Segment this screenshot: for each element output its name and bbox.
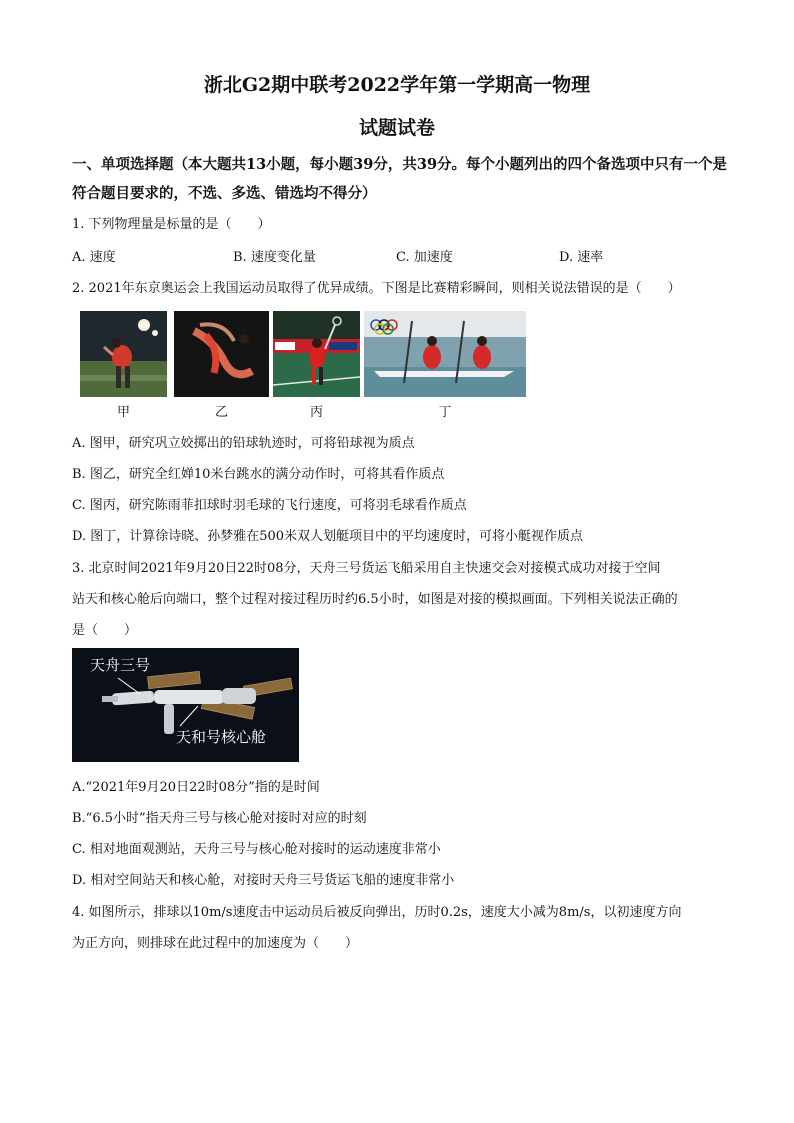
- q2-option-c: C. 图丙，研究陈雨菲扣球时羽毛球的飞行速度，可将羽毛球看作质点: [72, 498, 467, 513]
- caption-ding: 丁: [438, 405, 452, 420]
- q3-option-b: B.“6.5小时”指天舟三号与核心舱对接时对应的时刻: [72, 811, 367, 826]
- tianhe-label: 天和号核心舱: [176, 728, 267, 746]
- q3-stem-line2: 站天和核心舱后向端口，整个过程对接过程历时约6.5小时，如图是对接的模拟画面。下列相关说法正确的: [72, 592, 678, 607]
- q3-option-d: D. 相对空间站天和核心舱，对接时天舟三号货运飞船的速度非常小: [72, 873, 455, 888]
- shot-put-photo: [80, 311, 167, 397]
- q2-option-b: B. 图乙，研究全红婵10米台跳水的满分动作时，可将其看作质点: [72, 467, 445, 482]
- q1-option-a: A. 速度: [72, 250, 116, 265]
- q1-option-d: D. 速率: [559, 250, 604, 265]
- q2-stem: 2. 2021年东京奥运会上我国运动员取得了优异成绩。下图是比赛精彩瞬间，则相关说法错误的是（ ）: [72, 281, 681, 296]
- badminton-photo: [273, 311, 360, 397]
- q4-stem-line2: 为正方向，则排球在此过程中的加速度为（ ）: [72, 936, 359, 951]
- q1-option-c: C. 加速度: [396, 250, 453, 265]
- q4-stem-line1: 4. 如图所示，排球以10m/s速度击中运动员后被反向弹出，历时0.2s，速度大小减为8m/s，以初速度方向: [72, 905, 682, 920]
- q1-option-b: B. 速度变化量: [233, 250, 316, 265]
- q1-stem: 1. 下列物理量是标量的是（ ）: [72, 217, 271, 232]
- section-heading: 一、单项选择题（本大题共13小题，每小题39分，共39分。每个小题列出的四个备选项中只有一个是符合题目要求的，不选、多选、错选均不得分）: [72, 156, 728, 202]
- q3-option-a: A.“2021年9月20日22时08分”指的是时间: [72, 780, 320, 795]
- q2-option-d: D. 图丁，计算徐诗晓、孙梦雅在500米双人划艇项目中的平均速度时，可将小艇视作质点: [72, 529, 584, 544]
- exam-title: 浙北G2期中联考2022学年第一学期高一物理: [203, 74, 591, 96]
- q2-option-a: A. 图甲，研究巩立姣掷出的铅球轨迹时，可将铅球视为质点: [72, 436, 415, 451]
- diving-photo: [174, 311, 269, 397]
- caption-bing: 丙: [309, 405, 323, 420]
- caption-yi: 乙: [214, 405, 228, 420]
- q3-stem-line3: 是（ ）: [72, 623, 138, 638]
- canoe-photo: [364, 311, 526, 397]
- exam-subtitle: 试题试卷: [358, 117, 435, 139]
- caption-jia: 甲: [116, 405, 130, 420]
- tianzhou-label: 天舟三号: [90, 656, 151, 674]
- q3-stem-line1: 3. 北京时间2021年9月20日22时08分，天舟三号货运飞船采用自主快速交会对接模式成功对接于空间: [72, 561, 661, 576]
- space-station-image: [72, 648, 299, 762]
- q3-option-c: C. 相对地面观测站，天舟三号与核心舱对接时的运动速度非常小: [72, 842, 441, 857]
